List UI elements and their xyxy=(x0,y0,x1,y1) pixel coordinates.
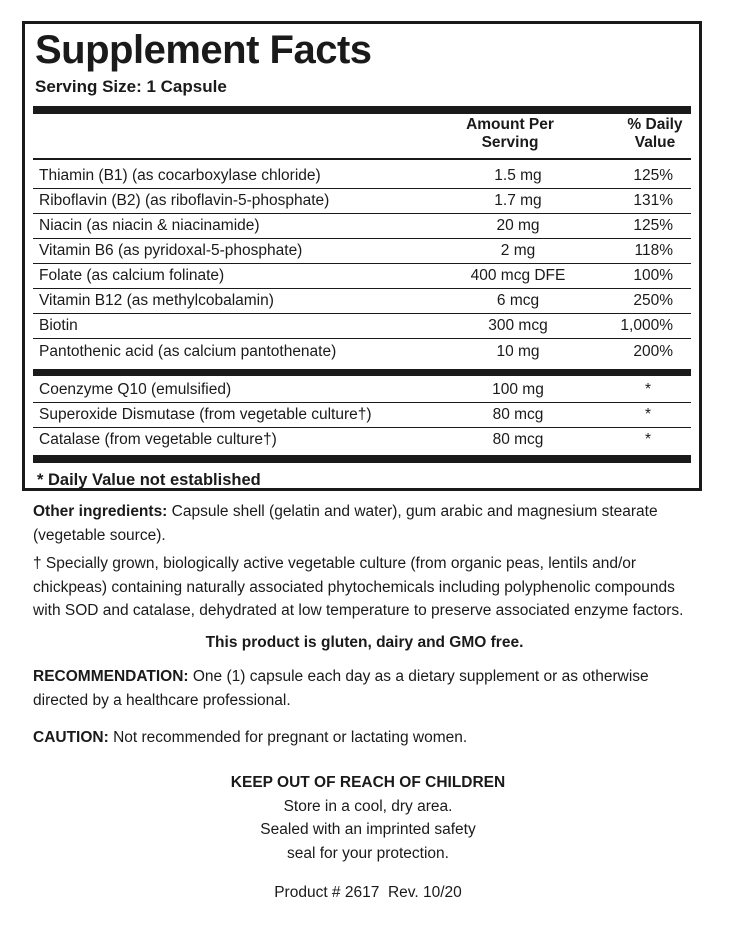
panel-title: Supplement Facts xyxy=(35,28,372,72)
table-row: Pantothenic acid (as calcium pantothenate) 10 mg 200% xyxy=(39,343,673,360)
daily-value-header: % Daily Value xyxy=(627,116,683,151)
recommendation: RECOMMENDATION: One (1) capsule each day as a dietary supplement or as otherwise directed by a healthcare professional. xyxy=(33,668,649,709)
product-info xyxy=(0,881,729,905)
supplement-facts-panel xyxy=(22,21,702,491)
top-divider xyxy=(33,106,691,114)
storage-block xyxy=(0,771,729,865)
keep-out-warning: KEEP OUT OF REACH OF CHILDREN xyxy=(230,774,506,791)
storage-line: seal for your protection. xyxy=(287,844,449,862)
caution: CAUTION: Not recommended for pregnant or lactating women. xyxy=(33,729,468,746)
table-row: Biotin 300 mcg 1,000% xyxy=(33,314,691,339)
product-number: Product # 2617 xyxy=(274,884,380,901)
storage-line: Sealed with an imprinted safety xyxy=(260,821,476,838)
table-row: Niacin (as niacin & niacinamide) 20 mg 125% xyxy=(33,214,691,239)
table-row: Thiamin (B1) (as cocarboxylase chloride) 1.5 mg 125% xyxy=(33,164,691,189)
section-divider xyxy=(33,369,691,376)
table-row: Vitamin B12 (as methylcobalamin) 6 mcg 250% xyxy=(33,289,691,314)
table-row: Catalase (from vegetable culture†) 80 mcg * xyxy=(39,431,651,448)
revision: Rev. 10/20 xyxy=(387,884,462,901)
bottom-divider xyxy=(33,455,691,463)
free-from-statement: This product is gluten, dairy and GMO free. xyxy=(205,634,524,651)
daily-value-footnote: * Daily Value not established xyxy=(37,471,261,489)
table-row: Riboflavin (B2) (as riboflavin-5-phosphate) 1.7 mg 131% xyxy=(33,189,691,214)
table-row: Vitamin B6 (as pyridoxal-5-phosphate) 2 mg 118% xyxy=(33,239,691,264)
serving-size: Serving Size: 1 Capsule xyxy=(35,77,227,96)
table-row: Folate (as calcium folinate) 400 mcg DFE 100% xyxy=(33,264,691,289)
header-divider xyxy=(33,158,691,160)
other-ingredients: Other ingredients: Capsule shell (gelatin and water), gum arabic and magnesium stearate (vegetable source). xyxy=(33,503,658,544)
culture-note: † Specially grown, biologically active vegetable culture (from organic peas, lentils and/or chickpeas) containing naturally associated phytochemicals including polyphenolic compounds with SOD and catalase, dehydrated at low temperature to preserve associated enzyme factors. xyxy=(33,555,684,619)
storage-line: Store in a cool, dry area. xyxy=(283,797,453,815)
amount-header: Amount Per Serving xyxy=(466,116,554,151)
table-row: Coenzyme Q10 (emulsified) 100 mg * xyxy=(33,378,691,403)
table-row: Superoxide Dismutase (from vegetable culture†) 80 mcg * xyxy=(33,403,691,428)
